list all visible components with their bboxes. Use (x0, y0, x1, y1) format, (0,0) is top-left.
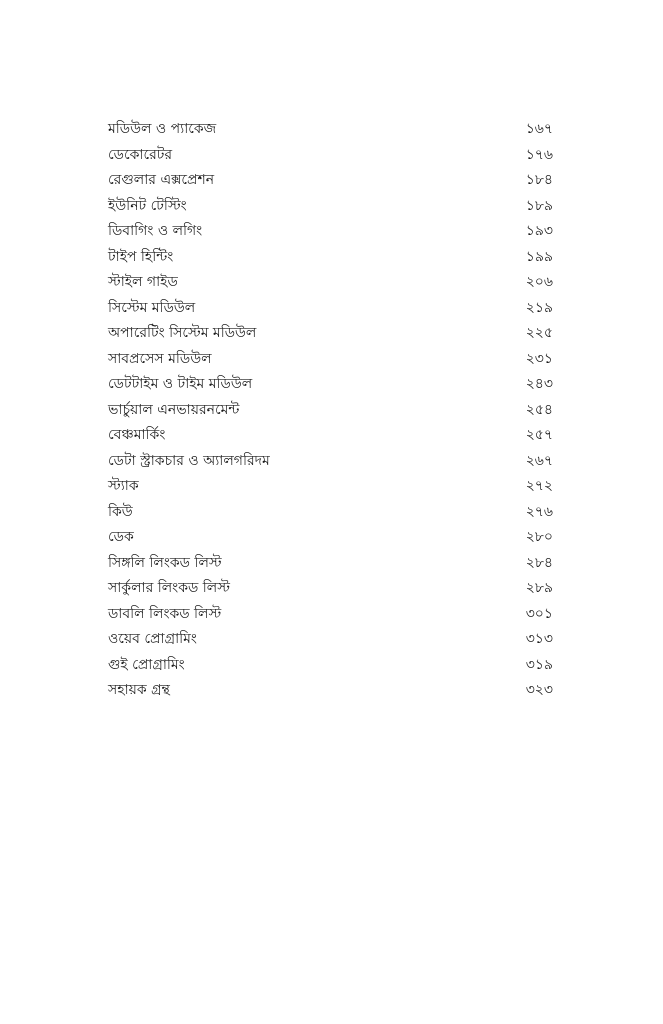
toc-entry (108, 602, 553, 628)
toc-entry-page: ২৮৯ (525, 580, 553, 596)
toc-entry-title: ডেটটাইম ও টাইম মডিউল (108, 376, 253, 392)
toc-entry-page: ২১৯ (525, 299, 553, 316)
toc-entry-page: ১৭৬ (525, 146, 553, 163)
toc-entry-title: স্টাইল গাইড (108, 274, 178, 290)
toc-entry-page: ৩১৯ (525, 656, 553, 673)
toc-entry-title: ডেক (108, 529, 134, 545)
toc-entry-title: সহায়ক গ্রন্থ (108, 682, 170, 698)
toc-entry-page: ২৭২ (525, 478, 553, 494)
toc-entry-page: ২০৬ (525, 274, 553, 290)
toc-entry (108, 627, 553, 653)
toc-entry-page: ৩০১ (525, 605, 553, 622)
toc-entry-title: ডেকোরেটর (108, 146, 173, 163)
toc-entry-title: ডেটা স্ট্রাকচার ও অ্যালগরিদম (108, 452, 270, 469)
toc-entry-title: রেগুলার এক্সপ্রেশন (108, 172, 215, 188)
toc-entry-title: ইউনিট টেস্টিং (108, 197, 187, 214)
toc-entry (108, 143, 553, 169)
toc-entry-page: ২২৫ (525, 325, 553, 341)
toc-entry-page: ২৫৪ (525, 401, 553, 418)
toc-entry-page: ১৬৭ (525, 121, 553, 137)
toc-entry-page: ২৪৩ (525, 376, 553, 392)
toc-entry-title: সাবপ্রসেস মডিউল (108, 350, 212, 367)
toc-entry (108, 449, 553, 475)
toc-entry-page: ২৭৬ (525, 503, 553, 520)
toc-entry-title: ডিবাগিং ও লগিং (108, 223, 203, 239)
toc-entry-title: বেঞ্চমার্কিং (108, 427, 166, 443)
toc-entry-page: ২৮০ (525, 529, 553, 545)
toc-entry (108, 347, 553, 373)
toc-entry-title: টাইপ হিন্টিং (108, 248, 174, 265)
toc-entry (108, 500, 553, 526)
toc-entry-title: সিঙ্গলি লিংকড লিস্ট (108, 554, 222, 571)
toc-entry-title: ওয়েব প্রোগ্রামিং (108, 631, 197, 647)
toc-entry (108, 474, 553, 500)
toc-entry (108, 219, 553, 245)
toc-entry (108, 194, 553, 220)
toc-entry (108, 168, 553, 194)
toc-entry (108, 525, 553, 551)
toc-entry (108, 117, 553, 143)
toc-entry (108, 372, 553, 398)
toc-entry-title: মডিউল ও প্যাকেজ (108, 121, 217, 137)
toc-entry (108, 576, 553, 602)
toc-entry (108, 270, 553, 296)
toc-entry-page: ১৯৯ (525, 248, 553, 265)
toc-entry-page: ৩২৩ (525, 682, 553, 698)
toc-entry-page: ২৬৭ (525, 452, 553, 469)
toc-entry-title: গুই প্রোগ্রামিং (108, 656, 185, 673)
toc-entry-title: সার্কুলার লিংকড লিস্ট (108, 580, 230, 596)
toc-entry (108, 245, 553, 271)
toc-entry-page: ১৯৩ (525, 223, 553, 239)
toc-entry-title: ভার্চুয়াল এনভায়রনমেন্ট (108, 401, 240, 418)
toc-entry (108, 653, 553, 679)
toc-entry-page: ২৩১ (525, 350, 553, 367)
toc-entry (108, 321, 553, 347)
toc-entry-page: ২৮৪ (525, 554, 553, 571)
toc-entry-title: কিউ (108, 503, 133, 520)
toc-entry (108, 296, 553, 322)
toc-entry-page: ১৮৪ (525, 172, 553, 188)
toc-entry-title: ডাবলি লিংকড লিস্ট (108, 605, 222, 622)
toc-entry (108, 398, 553, 424)
toc-entry (108, 678, 553, 704)
table-of-contents (108, 117, 553, 704)
toc-entry (108, 551, 553, 577)
toc-entry-page: ২৫৭ (525, 427, 553, 443)
toc-entry (108, 423, 553, 449)
toc-entry-title: সিস্টেম মডিউল (108, 299, 196, 316)
toc-entry-page: ৩১৩ (525, 631, 553, 647)
toc-entry-title: অপারেটিং সিস্টেম মডিউল (108, 325, 257, 341)
toc-entry-title: স্ট্যাক (108, 478, 139, 494)
toc-entry-page: ১৮৯ (525, 197, 553, 214)
